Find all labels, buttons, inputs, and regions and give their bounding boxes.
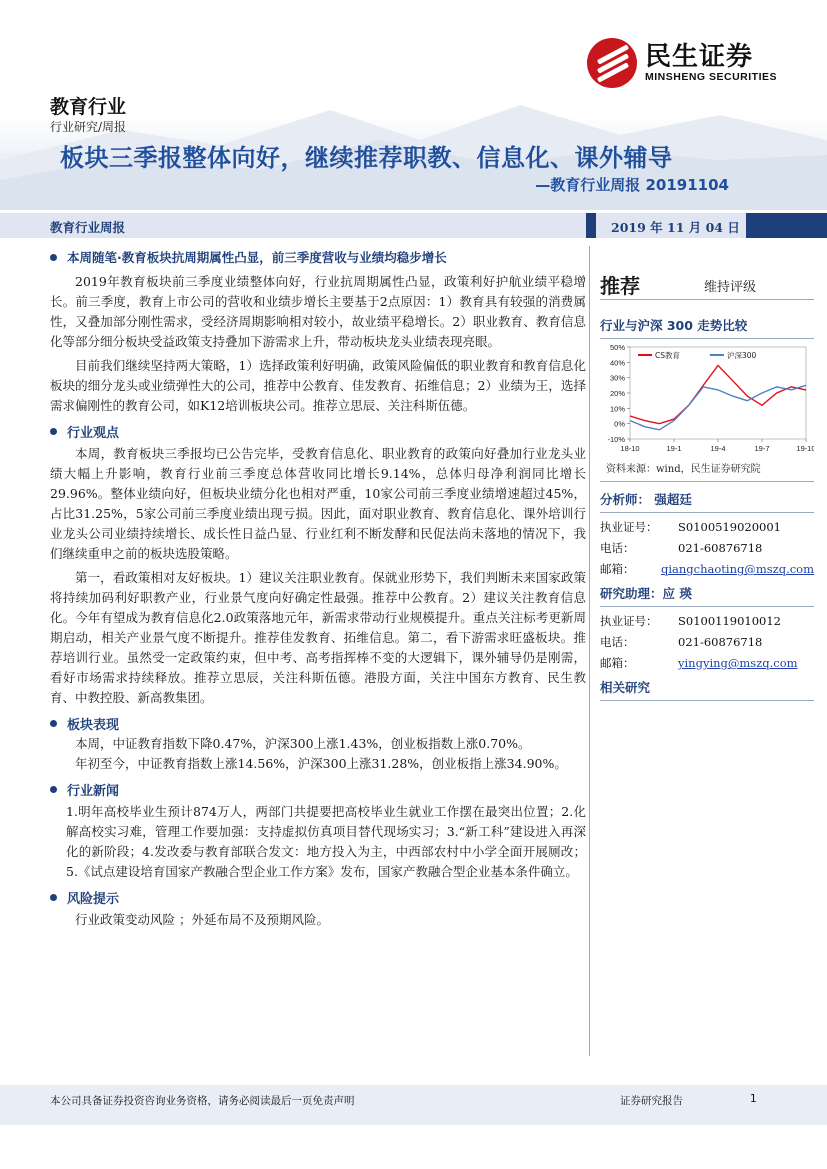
company-logo <box>587 38 777 88</box>
sidebar <box>600 272 814 701</box>
section-heading-risk: 风险提示 <box>50 886 586 908</box>
y-tick-label: 0% <box>614 419 625 429</box>
y-tick-label: 30% <box>609 373 625 383</box>
chart-source: 资料来源：wind，民生证券研究院 <box>600 457 814 482</box>
analyst-cert-row: 执业证号： S0100519020001 <box>600 520 781 534</box>
legend-label: CS教育 <box>655 351 680 360</box>
paragraph: 年初至今，中证教育指数上涨14.56%，沪深300上涨31.28%，创业板指上涨34.90%。 <box>75 756 567 771</box>
rating: 维持评级 <box>704 280 757 295</box>
y-tick-label: -10% <box>607 435 625 444</box>
legend-label: 沪深300 <box>727 351 757 360</box>
logo-emblem-icon <box>587 38 637 88</box>
x-tick-label: 18-10 <box>620 444 640 453</box>
report-date: 2019 年 11 月 04 日 <box>611 220 740 235</box>
bullet-icon <box>50 894 57 901</box>
paragraph: 本周，教育板块三季报均已公告完毕，受教育信息化、职业教育的政策向好叠加行业龙头业绩大幅上升影响，教育行业前三季度总体营收同比增长9.14%，总体归母净利润同比增长29.96%。整体业绩向好，但板块业绩分化也相对严重，10家公司前三季度业绩增速超过45%，占比31.25%，5家公司前三季度业绩出现亏损。因此，面对职业教育、教育信息化、课外培训行业龙头公司业绩持续增长、成长性日益凸显、行业红利不断发酵和民促法尚未落地的情况下，我们继续重申之前的板块选股策略。 <box>50 446 586 561</box>
main-content <box>50 246 586 930</box>
recommendation: 推荐 <box>600 274 640 298</box>
page-footer <box>0 1085 827 1125</box>
assistant-email-link[interactable]: yingying@mszq.com <box>678 656 798 670</box>
x-tick-label: 19-1 <box>666 444 682 453</box>
bullet-icon <box>50 254 57 261</box>
report-subtitle: —教育行业周报 20191104 <box>535 176 729 194</box>
y-tick-label: 50% <box>609 343 625 352</box>
y-tick-label: 10% <box>609 404 625 414</box>
assistant-phone-row: 电话： 021-60876718 <box>600 635 763 649</box>
section-heading-news: 行业新闻 <box>50 778 586 800</box>
paragraph: 行业政策变动风险 ；外延布局不及预期风险。 <box>75 912 329 927</box>
paragraph: 本周，中证教育指数下降0.47%，沪深300上涨1.43%，创业板指数上涨0.70%。 <box>75 736 531 751</box>
trend-chart <box>600 339 814 457</box>
assistant-info <box>600 611 814 674</box>
chart-frame <box>630 347 806 439</box>
analyst-info <box>600 517 814 580</box>
section-bar <box>0 213 827 238</box>
assistant-heading: 研究助理：应 瑛 <box>600 584 814 607</box>
section-heading-market: 板块表现 <box>50 712 586 734</box>
paragraph: 第一，看政策相对友好板块。1）建议关注职业教育。保就业形势下，我们判断未来国家政策将持续加码利好职教产业，行业景气度向好确定性最强。推荐中公教育。2）建议关注教育信息化。今年有望成为教育信息化2.0政策落地元年，新需求带动行业规模提升。重点关注标考更新周期启动，相关产业景气度不断提升。推荐佳发教育、拓维信息。第二，看下游需求旺盛板块。推荐培训行业。虽然受一定政策约束，但中考、高考指挥棒不变的大逻辑下，课外辅导仍是刚需，看好市场需求持续释放。推荐立思辰，关注科斯伍德。港股方面，关注中国东方教育、民生教育、中教控股、新高教集团。 <box>50 570 586 705</box>
paragraph: 2019年教育板块前三季度业绩整体向好，行业抗周期属性凸显，政策利好护航业绩平稳增长。前三季度，教育上市公司的营收和业绩步增长主要基于2点原因：1）教育具有较强的消费属性，又叠加部分刚性需求，受经济周期影响相对较小，故业绩平稳增长。2）职业教育、教育信息化等部分细分板块受益政策支持叠加下游需求上升，带动板块龙头业绩表现亮眼。 <box>50 274 586 349</box>
rating-row <box>600 272 814 300</box>
bullet-icon <box>50 428 57 435</box>
column-divider <box>589 246 590 1056</box>
section-heading-summary: 本周随笔·教育板块抗周期属性凸显，前三季度营收与业绩均稳步增长 <box>50 246 586 268</box>
logo-text-cn: 民生证券 <box>644 42 753 72</box>
logo-text-en: MINSHENG SECURITIES <box>644 71 777 83</box>
paragraph: 目前我们继续坚持两大策略，1）选择政策利好明确，政策风险偏低的职业教育和教育信息化板块的细分龙头或业绩弹性大的公司，推荐中公教育、佳发教育、拓维信息；2）业绩为王，选择需求偏刚性的教育公司，如K12培训板块公司。推荐立思辰、关注科斯伍德。 <box>50 358 586 413</box>
assistant-email-row: 邮箱： yingying@mszq.com <box>600 653 814 674</box>
section-heading-view: 行业观点 <box>50 420 586 442</box>
page-number: 1 <box>750 1093 757 1105</box>
series-line-1 <box>630 365 806 423</box>
x-tick-label: 19-7 <box>754 444 770 453</box>
x-tick-label: 19-10 <box>796 444 814 453</box>
assistant-cert-row: 执业证号： S0100119010012 <box>600 614 781 628</box>
chart-heading: 行业与沪深 300 走势比较 <box>600 316 814 339</box>
paragraph: 1.明年高校毕业生预计874万人，两部门共提要把高校毕业生就业工作摆在最突出位置；2.化解高校实习难，管理工作要加强：支持虚拟仿真项目替代现场实习；3.“新工科”建设进入再深化的新阶段；4.发改委与教育部联合发文：地方投入为主，中西部农村中小学全面开展厕改；5.《试点建设培育国家产教融合型企业工作方案》发布，国家产教融合型企业基本条件确立。 <box>66 804 586 879</box>
report-title: 板块三季报整体向好，继续推荐职教、信息化、课外辅导 <box>60 144 673 172</box>
bar-label: 教育行业周报 <box>50 220 126 235</box>
trend-chart-svg <box>600 339 814 457</box>
analyst-email-row: 邮箱： qiangchaoting@mszq.com <box>600 559 814 580</box>
y-tick-label: 20% <box>609 389 625 398</box>
bullet-icon <box>50 786 57 793</box>
analyst-email-link[interactable]: qiangchaoting@mszq.com <box>660 562 814 576</box>
industry-title: 教育行业 <box>50 96 127 118</box>
footer-disclaimer: 本公司具备证券投资咨询业务资格，请务必阅读最后一页免责声明 <box>50 1095 355 1107</box>
industry-subtitle: 行业研究/周报 <box>50 120 127 134</box>
analyst-phone-row: 电话： 021-60876718 <box>600 541 763 555</box>
page-header <box>0 0 827 210</box>
bullet-icon <box>50 720 57 727</box>
footer-label: 证券研究报告 <box>620 1095 683 1107</box>
x-tick-label: 19-4 <box>710 444 726 453</box>
analyst-heading: 分析师： 强超廷 <box>600 490 814 513</box>
related-heading: 相关研究 <box>600 678 814 701</box>
y-tick-label: 40% <box>609 358 625 368</box>
